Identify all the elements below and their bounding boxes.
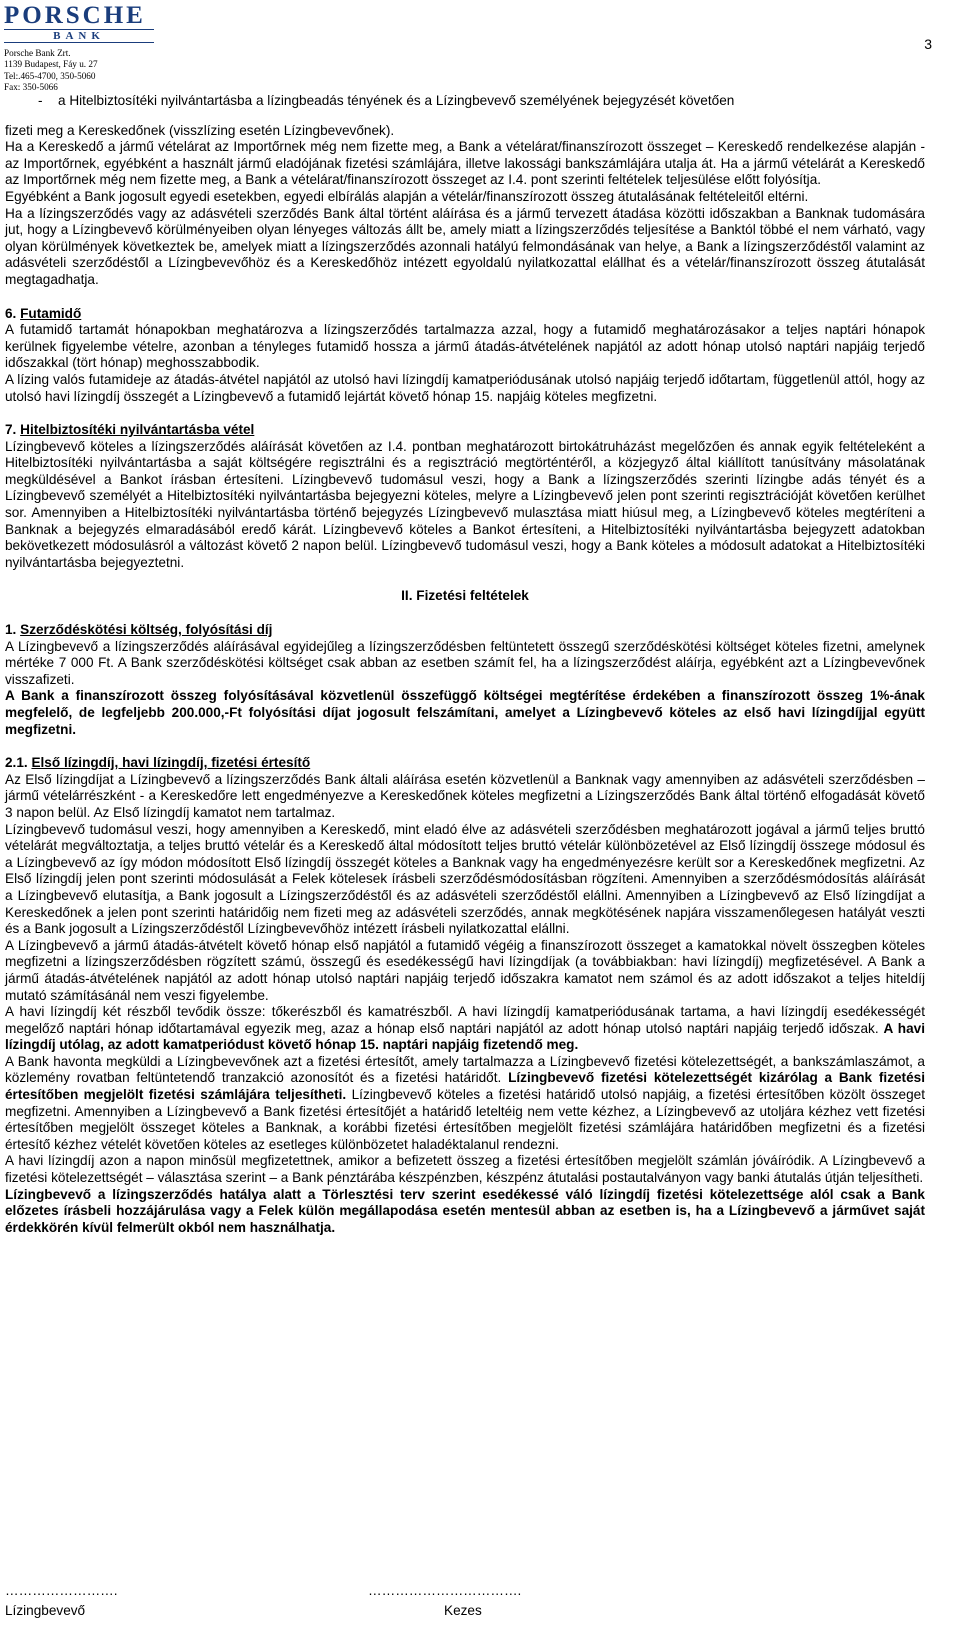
signature-lessee — [5, 1583, 118, 1619]
paragraph: fizeti meg a Kereskedőnek (visszlízing esetén Lízingbevevőnek). — [5, 122, 395, 138]
section-title: Hitelbiztosítéki nyilvántartásba vétel — [20, 422, 255, 438]
logo-wordmark: PORSCHE — [4, 2, 146, 29]
paragraph — [5, 1004, 925, 1054]
page-number: 3 — [924, 36, 932, 52]
bullet-dash: - — [38, 93, 43, 108]
section-title: Első lízingdíj, havi lízingdíj, fizetési értesítő — [31, 755, 311, 771]
company-phone: Tel:.465-4700, 350-5060 — [4, 70, 96, 81]
company-name: Porsche Bank Zrt. — [4, 48, 71, 58]
document-body — [5, 93, 925, 1236]
bullet-item — [5, 93, 925, 110]
section-title: Futamidő — [20, 305, 82, 321]
porsche-bank-logo — [4, 4, 174, 94]
section-heading-futamido — [5, 306, 925, 323]
paragraph: Ha a lízingszerződés vagy az adásvételi szerződés Bank által történt aláírása és a jármű tervezett átadása közötti időszakban a Banknak tudomására jut, hogy a Lízingbevevő körülményeiben olyan lényeges változás állt be, amely miatt a lízingszerződés teljesítése a Banktól többé el nem várható, vagy olyan körülmények következtek be, amelyek miatt a lízingszerződés azonnali hatályú felmondásának van helye, a Bank a lízingszerződéstől valamint az adásvételi szerződéstől a Lízingbevevőhöz és a Kereskedőhöz intézett egyoldalú nyilatkozattal elállhat és a vételár/finanszírozott összeg átutalását megtagadhatja. — [5, 205, 925, 287]
bullet-text: a Hitelbiztosítéki nyilvántartásba a lízingbeadás tényének és a Lízingbevevő személyének bejegyzését követően — [58, 93, 735, 108]
signature-guarantor — [368, 1583, 521, 1619]
paragraph-text: Lízingbevevő köteles a fizetési határidő utolsó napjáig, a fizetési értesítőben közölt összeget megfizetni. Amennyiben a Lízingbevevő a Bank fizetési értesítőjét a határidő leteltéig nem vette kézhez, a Lízingbevevő az utoljára kézhez vett fizetési értesítőben megjelölt összeget köteles a Banknak, a korábbi fizetési értesítőben megjelölt fizetési számlájára határidőben megfizetni és a fizetési értesítő kézhez vételét követően köteles az esetleges különbözetet haladéktalanul rendezni. — [5, 1087, 925, 1152]
paragraph: A lízing valós futamideje az átadás-átvétel napjától az utolsó havi lízingdíj kamatperiódusának utolsó napjáig terjedő időtartam, függetlenül attól, hogy az utolsó havi lízingdíj összegét a Lízingbevevő a futamidő lejártát követő hónap 15. napjáig köteles megfizetni. — [5, 371, 925, 404]
company-fax: Fax: 350-5066 — [4, 82, 58, 93]
signature-line: ……………………………. — [368, 1583, 522, 1598]
logo-subtitle: BANK — [4, 29, 154, 43]
paragraph-bold-text: Lízingbevevő fizetési kötelezettségét kizárólag a Bank fizetési értesítőben megjelölt fizetési számlájára teljesítheti. — [5, 1070, 925, 1103]
section-title: Szerződéskötési költség, folyósítási díj — [20, 622, 273, 638]
paragraph: A futamidő tartamát hónapokban meghatározva a lízingszerződés tartalmazza azzal, hogy a futamidő meghatározásakor a teljes naptári hónapok kerülnek figyelembe vételre, azonban a tényleges futamidő hossza a jármű átadás-átvételének napjától az adott hónap utolsó naptári napjáig terjedő időszakkal (tört hónap) meghosszabbodik. — [5, 322, 925, 371]
section-number: 2.1. — [5, 755, 28, 771]
company-address: 1139 Budapest, Fáy u. 27 — [4, 59, 98, 70]
paragraph: Lízingbevevő köteles a lízingszerződés aláírását követően az I.4. pontban meghatározott birtokátruházást megelőzően és annak egyik feltételeként a Hitelbiztosítéki nyilvántartásba a saját költségére regisztrálni és a regisztráció megtörténtéről, a közjegyző által kiállított tanúsítvány másolatának megküldésével a Bankot írásban értesíteni. Lízingbevevő tudomásul veszi, hogy a Bank a lízingszerződés szerinti lízingbe adás tényét és a Lízingbevevő személyét a Hitelbiztosítéki nyilvántartásba bejegyezni köteles, melyre a Lízingbevevő jelen pont szerinti regisztrációját követően kerülhet sor. Amennyiben a Hitelbiztosítéki nyilvántartásba történő bejegyzés Lízingbevevő mulasztása miatt hiúsul meg, a Lízingbevevő köteles megtéríteni a Banknak a bejegyzés elmaradásából eredő kárát. Lízingbevevő köteles a Bankot értesíteni, a Hitelbiztosítéki nyilvántartásba bejegyzett adatokban bekövetkezett módosulásról a változást követő 2 napon belül. Lízingbevevő tudomásul veszi, hogy a Bank köteles a módosult adatokat a Hitelbiztosítéki nyilvántartásba bejegyeztetni. — [5, 438, 925, 570]
section-number: 6. — [5, 305, 17, 321]
paragraph-bold-text: A havi lízingdíj utólag, az adott kamatperiódust követő hónap 15. naptári napjáig fizetendő meg. — [5, 1020, 925, 1053]
paragraph-bold: A Bank a finanszírozott összeg folyósításával közvetlenül összefüggő költségei megtérítése érdekében a finanszírozott összeg 1%-ának megfelelő, de legfeljebb 200.000,-Ft folyósítási díjat jogosult felszámítani, amelyet a Lízingbevevő köteles az első havi lízingdíjjal együtt megfizetni. — [5, 688, 925, 737]
paragraph: Az Első lízingdíjat a Lízingbevevő a lízingszerződés Bank általi aláírása esetén közvetlenül a Banknak vagy amennyiben az adásvételi szerződésben – jármű vételárrészként - a Kereskedőre lett engedményezve a Kereskedőnek köteles megfizetni a Lízingszerződés Bank által történő elfogadását követő 3 napon belül. Az Első lízingdíj kamatot nem tartalmaz. — [5, 771, 925, 820]
paragraph: Egyébként a Bank jogosult egyedi esetekben, egyedi elbírálás alapján a vételár/finanszírozott összeg átutalásának feltételeitől eltérni. — [5, 188, 809, 204]
part-heading: II. Fizetési feltételek — [401, 588, 529, 604]
section-number: 1. — [5, 622, 17, 638]
signature-line: ……………………. — [5, 1583, 118, 1598]
paragraph: A Lízingbevevő a lízingszerződés aláírásával egyidejűleg a lízingszerződésben feltüntetett összegű szerződéskötési költséget köteles fizetni, amelynek mértéke 7 000 Ft. A Bank szerződéskötési költséget csak abban az esetben számít fel, ha a lízingszerződést aláírja, egyébként azt a Lízingbevevőnek visszafizeti. — [5, 638, 925, 687]
section-heading-hitelbiztositeki — [5, 422, 925, 439]
section-number: 7. — [5, 422, 17, 438]
signature-label: Lízingbevevő — [5, 1603, 86, 1618]
paragraph: Ha a Kereskedő a jármű vételárat az Importőrnek még nem fizette meg, a Bank a vételárat/finanszírozott összeget – Kereskedő rendelkezése alapján - az Importőrnek, egyébként a használt jármű eladójának fizetési számlájára, illetve lakossági bankszámlájára utalja át. Ha a jármű vételárát a Kereskedő az Importőrnek még nem fizette meg, a Bank a vételárat/finanszírozott összeget az I.4. pont szerinti feltételek teljesülése előtt folyósítja. — [5, 139, 925, 188]
paragraph: A Lízingbevevő a jármű átadás-átvételt követő hónap első napjától a futamidő végéig a finanszírozott összeget a kamatokkal növelt összegben köteles megfizetni a lízingszerződésben rögzített számú, összegű és esedékességű havi lízingdíjak (a továbbiakban: havi lízingdíj) megfizetésével. A Bank a jármű átadás-átvételének napjától az adott hónap utolsó naptári napjáig terjedő időszakra kamatot nem számol és az adott időszakot a teljes hiteldíj mutató számításánál nem veszi figyelembe. — [5, 937, 925, 1003]
paragraph: A havi lízingdíj azon a napon minősül megfizetettnek, amikor a befizetett összeg a fizetési értesítőben megjelölt számlán jóváíródik. A Lízingbevevő a fizetési kötelezettségét – választása szerint – a Bank pénztárába készpénzben, készpénz átutalási postautalványon vagy banki átutalás útján teljesítheti. — [5, 1153, 925, 1186]
company-address-block — [4, 48, 174, 94]
signature-label: Kezes — [444, 1603, 482, 1618]
section-heading-szerzodeskotesi — [5, 622, 925, 639]
paragraph-bold: Lízingbevevő a lízingszerződés hatálya alatt a Törlesztési terv szerint esedékessé váló lízingdíj fizetési kötelezettsége alól csak a Bank előzetes írásbeli hozzájárulása vagy a Felek külön megállapodása esetén mentesül abban az esetben is, ha a Lízingbevevő a járművet saját érdekkörén kívül felmerült okból nem használhatja. — [5, 1186, 925, 1235]
paragraph-text: A havi lízingdíj két részből tevődik össze: tőkerészből és kamatrészből. A havi lízingdíj kamatperiódusának tartama, a havi lízingdíj esedékességét megelőző naptári hónap időtartamával egyezik meg, azaz a hónap első naptári napjától az adott hónap utolsó naptári napjáig terjedő időszak. — [5, 1004, 925, 1036]
paragraph — [5, 1054, 925, 1154]
paragraph-text: A Bank havonta megküldi a Lízingbevevőnek azt a fizetési értesítőt, amely tartalmazza a Lízingbevevő fizetési kötelezettségét, a bankszámlaszámot, a közlemény rovatban feltüntetendő tranzakció azonosítót és a fizetési határidőt. — [5, 1053, 925, 1086]
section-heading-elso-lizingdij — [5, 755, 925, 772]
paragraph: Lízingbevevő tudomásul veszi, hogy amennyiben a Kereskedő, mint eladó élve az adásvételi szerződésben meghatározott jogával a jármű teljes bruttó vételárát megváltoztatja, a teljes bruttó vételár és a Kereskedő által módosított teljes bruttó vételár különbözetével az Első lízingdíj összege módosul és a Lízingbevevő az így módon módosított Első lízingdíj összegét köteles a Banknak vagy ha engedményezésre került sor a Kereskedőnek megfizetni. Az Első lízingdíj jelen pont szerinti módosulását a Felek kötelesek írásbeli szerződésmódosításban rögzíteni. Amennyiben a szerződésmódosítás aláírását a Lízingbevevő elutasítja, a Bank jogosult a Lízingszerződéstől és az adásvételi szerződéstől elállni. Amennyiben a Lízingbevevő az Első lízingdíjat a Kereskedőnek a jelen pont szerinti határidőig nem fizeti meg az adásvételi szerződés, annak megkötésének napjára visszamenőlegesen hatályát veszti és a Bank jogosult a Lízingszerződéstől Lízingbevevőhöz intézett írásbeli nyilatkozattal elállni. — [5, 821, 925, 937]
